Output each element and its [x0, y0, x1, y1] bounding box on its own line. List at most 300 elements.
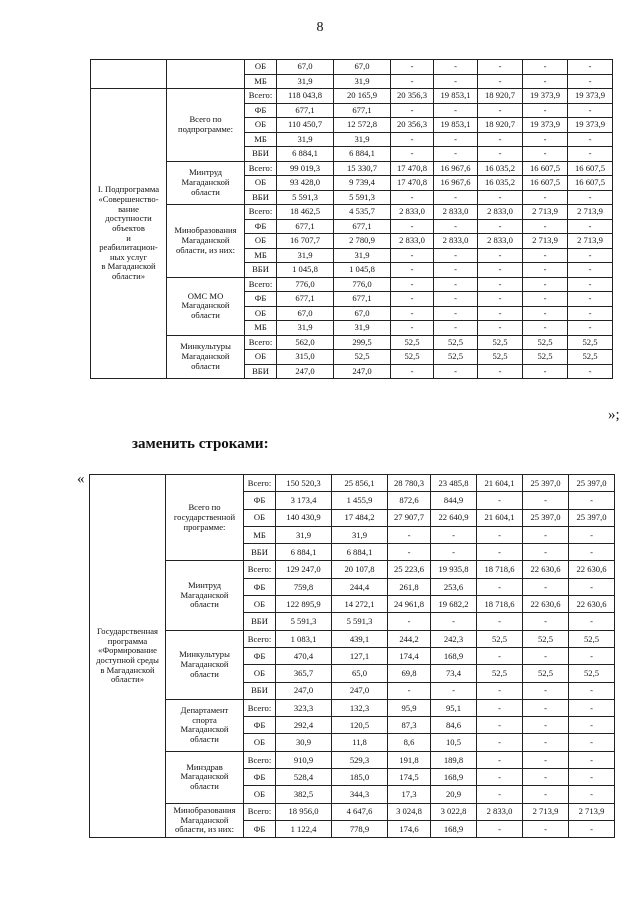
value-cell: 52,5 [523, 630, 569, 647]
value-cell: - [434, 277, 478, 292]
value-cell: 242,3 [431, 630, 477, 647]
value-cell: 16 607,5 [568, 161, 613, 176]
value-cell: 20 356,3 [391, 118, 434, 133]
value-cell: 16 607,5 [523, 176, 568, 191]
value-cell: 168,9 [431, 647, 477, 664]
source-cell: МБ [245, 248, 277, 263]
value-cell: - [523, 786, 569, 803]
executor-label-cell [167, 205, 245, 278]
value-cell: 382,5 [276, 786, 332, 803]
value-cell: - [569, 526, 615, 543]
source-cell: МБ [245, 74, 277, 89]
executor-label-cell-text: Всего по подпрограмме: [178, 114, 233, 134]
executor-label-cell-text: Минобразования Магаданской области, из них: [173, 805, 236, 835]
value-cell: 93 428,0 [277, 176, 334, 191]
executor-label-cell [166, 699, 244, 751]
value-cell: - [523, 321, 568, 336]
source-cell: Всего: [244, 475, 276, 492]
value-cell: 19 373,9 [523, 118, 568, 133]
value-cell: - [523, 248, 568, 263]
value-cell: 19 853,1 [434, 89, 478, 104]
executor-label-cell-text: Минобразования Магаданской области, из них: [174, 225, 237, 255]
value-cell: 189,8 [431, 751, 477, 768]
source-cell: Всего: [245, 205, 277, 220]
value-cell: - [569, 769, 615, 786]
value-cell: 150 520,3 [276, 475, 332, 492]
value-cell: - [569, 544, 615, 561]
value-cell: 5 591,3 [332, 613, 388, 630]
source-cell: ОБ [244, 509, 276, 526]
value-cell: 844,9 [431, 492, 477, 509]
value-cell: - [434, 147, 478, 162]
value-cell: 20 356,3 [391, 89, 434, 104]
source-cell: ОБ [244, 665, 276, 682]
source-cell: Всего: [245, 161, 277, 176]
value-cell: - [523, 734, 569, 751]
value-cell: - [523, 699, 569, 716]
table-row [91, 60, 613, 75]
table-row [91, 277, 613, 292]
value-cell: 1 455,9 [332, 492, 388, 509]
value-cell: - [523, 492, 569, 509]
value-cell: 52,5 [478, 350, 523, 365]
value-cell: 8,6 [388, 734, 431, 751]
value-cell: - [568, 74, 613, 89]
value-cell: 19 373,9 [568, 118, 613, 133]
value-cell: - [434, 219, 478, 234]
value-cell: 67,0 [334, 60, 391, 75]
value-cell: 16 967,6 [434, 176, 478, 191]
value-cell: 31,9 [277, 74, 334, 89]
value-cell: - [523, 820, 569, 837]
executor-label-cell [166, 475, 244, 561]
value-cell: 677,1 [277, 219, 334, 234]
source-cell: Всего: [244, 699, 276, 716]
value-cell: 120,5 [332, 717, 388, 734]
executor-label-cell [166, 803, 244, 838]
value-cell: - [523, 263, 568, 278]
source-cell: ОБ [244, 596, 276, 613]
program-label-cell-text: I. Подпрограмма «Совершенство- вание доступности объектов и реабилитацион- ных услуг в Магаданской области» [97, 184, 160, 281]
value-cell: - [477, 682, 523, 699]
value-cell: - [568, 248, 613, 263]
table-row [91, 335, 613, 350]
value-cell: 174,4 [388, 647, 431, 664]
value-cell: 6 884,1 [332, 544, 388, 561]
value-cell: 52,5 [391, 350, 434, 365]
value-cell: 31,9 [276, 526, 332, 543]
executor-label-cell-text: Всего по государственной программе: [173, 502, 236, 532]
value-cell: - [569, 578, 615, 595]
value-cell: 52,5 [477, 665, 523, 682]
value-cell: - [568, 277, 613, 292]
value-cell: - [434, 321, 478, 336]
value-cell: 69,8 [388, 665, 431, 682]
value-cell: 247,0 [334, 364, 391, 379]
value-cell: - [569, 786, 615, 803]
value-cell: 776,0 [334, 277, 391, 292]
value-cell: - [477, 647, 523, 664]
value-cell: 174,5 [388, 769, 431, 786]
value-cell: 21 604,1 [477, 475, 523, 492]
value-cell: 2 833,0 [391, 205, 434, 220]
value-cell: 16 967,6 [434, 161, 478, 176]
value-cell: 52,5 [477, 630, 523, 647]
value-cell: 344,3 [332, 786, 388, 803]
value-cell: - [568, 321, 613, 336]
value-cell: - [391, 147, 434, 162]
value-cell: 25 856,1 [332, 475, 388, 492]
value-cell: 3 173,4 [276, 492, 332, 509]
value-cell: 2 833,0 [478, 234, 523, 249]
value-cell: 14 272,1 [332, 596, 388, 613]
value-cell: 2 713,9 [523, 205, 568, 220]
closing-quote-mark: »; [608, 407, 620, 423]
value-cell: - [568, 364, 613, 379]
value-cell: 191,8 [388, 751, 431, 768]
value-cell: - [478, 74, 523, 89]
value-cell: - [569, 647, 615, 664]
value-cell: 19 853,1 [434, 118, 478, 133]
value-cell: - [569, 717, 615, 734]
executor-label-cell [166, 751, 244, 803]
value-cell: 31,9 [334, 248, 391, 263]
value-cell: - [523, 103, 568, 118]
value-cell: 677,1 [334, 292, 391, 307]
value-cell: 31,9 [334, 74, 391, 89]
source-cell: ФБ [244, 717, 276, 734]
value-cell: 2 713,9 [523, 803, 569, 820]
value-cell: 1 122,4 [276, 820, 332, 837]
value-cell: 27 907,7 [388, 509, 431, 526]
value-cell: 25 397,0 [569, 509, 615, 526]
value-cell: 31,9 [277, 248, 334, 263]
value-cell: 25 223,6 [388, 561, 431, 578]
value-cell: 95,1 [431, 699, 477, 716]
table-row [90, 699, 615, 716]
value-cell: 52,5 [568, 335, 613, 350]
value-cell: 31,9 [334, 321, 391, 336]
value-cell: - [391, 277, 434, 292]
value-cell: 132,3 [332, 699, 388, 716]
source-cell: ВБИ [245, 263, 277, 278]
source-cell: Всего: [244, 561, 276, 578]
value-cell: 253,6 [431, 578, 477, 595]
value-cell: 6 884,1 [276, 544, 332, 561]
value-cell: - [478, 132, 523, 147]
value-cell: 18 956,0 [276, 803, 332, 820]
table-row [90, 751, 615, 768]
value-cell: - [568, 60, 613, 75]
value-cell: - [477, 699, 523, 716]
value-cell: 759,8 [276, 578, 332, 595]
value-cell: - [523, 306, 568, 321]
source-cell: МБ [245, 132, 277, 147]
value-cell: 185,0 [332, 769, 388, 786]
value-cell: 18 718,6 [477, 596, 523, 613]
value-cell: - [477, 769, 523, 786]
value-cell: - [434, 60, 478, 75]
value-cell: - [434, 103, 478, 118]
value-cell: 872,6 [388, 492, 431, 509]
value-cell: - [391, 103, 434, 118]
value-cell: 439,1 [332, 630, 388, 647]
source-cell: ОБ [244, 786, 276, 803]
value-cell: 52,5 [523, 665, 569, 682]
value-cell: 22 630,6 [523, 596, 569, 613]
source-cell: ОБ [245, 234, 277, 249]
value-cell: - [523, 526, 569, 543]
page-number: 8 [316, 20, 324, 35]
value-cell: 18 920,7 [478, 89, 523, 104]
value-cell: - [391, 190, 434, 205]
value-cell: 127,1 [332, 647, 388, 664]
value-cell: - [478, 248, 523, 263]
source-cell: Всего: [245, 277, 277, 292]
value-cell: - [478, 263, 523, 278]
source-cell: ОБ [245, 176, 277, 191]
value-cell: 20 107,8 [332, 561, 388, 578]
source-cell: ОБ [244, 734, 276, 751]
value-cell: - [523, 613, 569, 630]
value-cell: - [568, 147, 613, 162]
value-cell: - [391, 292, 434, 307]
value-cell: 5 591,3 [277, 190, 334, 205]
value-cell: 16 035,2 [478, 161, 523, 176]
value-cell: - [477, 820, 523, 837]
value-cell: - [477, 751, 523, 768]
empty-cell [167, 60, 245, 89]
value-cell: - [523, 219, 568, 234]
value-cell: 562,0 [277, 335, 334, 350]
value-cell: 19 373,9 [523, 89, 568, 104]
value-cell: - [388, 682, 431, 699]
value-cell: 1 045,8 [277, 263, 334, 278]
value-cell: 261,8 [388, 578, 431, 595]
value-cell: 18 718,6 [477, 561, 523, 578]
replacement-rows-table [89, 474, 615, 838]
value-cell: - [569, 699, 615, 716]
program-label-cell [90, 475, 166, 838]
value-cell: - [391, 248, 434, 263]
source-cell: ОБ [245, 60, 277, 75]
value-cell: 87,3 [388, 717, 431, 734]
value-cell: 778,9 [332, 820, 388, 837]
value-cell: 299,5 [334, 335, 391, 350]
value-cell: 52,5 [568, 350, 613, 365]
value-cell: 95,9 [388, 699, 431, 716]
value-cell: 18 462,5 [277, 205, 334, 220]
value-cell: - [434, 263, 478, 278]
executor-label-cell [166, 561, 244, 630]
value-cell: - [569, 734, 615, 751]
value-cell: - [523, 132, 568, 147]
value-cell: 677,1 [277, 103, 334, 118]
value-cell: 65,0 [332, 665, 388, 682]
value-cell: 776,0 [277, 277, 334, 292]
value-cell: - [391, 74, 434, 89]
value-cell: - [434, 190, 478, 205]
source-cell: Всего: [245, 335, 277, 350]
value-cell: 247,0 [277, 364, 334, 379]
source-cell: ОБ [245, 118, 277, 133]
value-cell: - [477, 544, 523, 561]
value-cell: 247,0 [332, 682, 388, 699]
value-cell: 2 833,0 [478, 205, 523, 220]
value-cell: - [478, 103, 523, 118]
value-cell: 52,5 [434, 335, 478, 350]
value-cell: 52,5 [391, 335, 434, 350]
value-cell: - [434, 306, 478, 321]
value-cell: - [391, 219, 434, 234]
table-row [91, 89, 613, 104]
value-cell: - [477, 526, 523, 543]
source-cell: ОБ [245, 350, 277, 365]
value-cell: - [434, 364, 478, 379]
value-cell: - [388, 613, 431, 630]
value-cell: - [523, 292, 568, 307]
value-cell: - [434, 292, 478, 307]
value-cell: 5 591,3 [334, 190, 391, 205]
value-cell: - [523, 544, 569, 561]
value-cell: - [478, 306, 523, 321]
value-cell: 18 920,7 [478, 118, 523, 133]
value-cell: - [569, 820, 615, 837]
source-cell: ОБ [245, 306, 277, 321]
value-cell: 247,0 [276, 682, 332, 699]
value-cell: - [477, 578, 523, 595]
value-cell: 15 330,7 [334, 161, 391, 176]
value-cell: 25 397,0 [523, 475, 569, 492]
value-cell: 365,7 [276, 665, 332, 682]
value-cell: 52,5 [478, 335, 523, 350]
value-cell: - [391, 263, 434, 278]
table-row [90, 475, 615, 492]
value-cell: - [431, 526, 477, 543]
value-cell: 25 397,0 [523, 509, 569, 526]
value-cell: - [568, 219, 613, 234]
value-cell: 1 045,8 [334, 263, 391, 278]
value-cell: 10,5 [431, 734, 477, 751]
value-cell: - [568, 132, 613, 147]
value-cell: 174,6 [388, 820, 431, 837]
value-cell: 25 397,0 [569, 475, 615, 492]
source-cell: МБ [244, 526, 276, 543]
source-cell: ВБИ [244, 613, 276, 630]
value-cell: 1 083,1 [276, 630, 332, 647]
value-cell: 16 607,5 [523, 161, 568, 176]
value-cell: 52,5 [569, 630, 615, 647]
value-cell: 910,9 [276, 751, 332, 768]
value-cell: - [478, 321, 523, 336]
executor-label-cell [167, 89, 245, 162]
value-cell: 2 833,0 [477, 803, 523, 820]
value-cell: 21 604,1 [477, 509, 523, 526]
source-cell: ФБ [244, 820, 276, 837]
value-cell: 67,0 [334, 306, 391, 321]
value-cell: 19 373,9 [568, 89, 613, 104]
executor-label-cell-text: Департамент спорта Магаданской области [180, 705, 229, 744]
value-cell: - [523, 717, 569, 734]
value-cell: 24 961,8 [388, 596, 431, 613]
value-cell: 73,4 [431, 665, 477, 682]
value-cell: - [568, 190, 613, 205]
source-cell: ВБИ [245, 364, 277, 379]
value-cell: 16 035,2 [478, 176, 523, 191]
value-cell: - [478, 219, 523, 234]
value-cell: 677,1 [334, 103, 391, 118]
value-cell: - [478, 190, 523, 205]
source-cell: ВБИ [245, 147, 277, 162]
value-cell: 244,2 [388, 630, 431, 647]
source-cell: Всего: [244, 630, 276, 647]
source-cell: ФБ [244, 492, 276, 509]
source-cell: ФБ [244, 647, 276, 664]
source-cell: ВБИ [245, 190, 277, 205]
value-cell: 22 630,6 [569, 561, 615, 578]
value-cell: 99 019,3 [277, 161, 334, 176]
value-cell: 17,3 [388, 786, 431, 803]
value-cell: 52,5 [569, 665, 615, 682]
value-cell: - [569, 751, 615, 768]
value-cell: 292,4 [276, 717, 332, 734]
replace-heading: заменить строками: [132, 436, 269, 452]
source-cell: Всего: [244, 751, 276, 768]
value-cell: - [434, 248, 478, 263]
source-cell: ФБ [245, 103, 277, 118]
value-cell: - [523, 647, 569, 664]
value-cell: - [523, 769, 569, 786]
value-cell: - [569, 492, 615, 509]
value-cell: 6 884,1 [334, 147, 391, 162]
value-cell: 52,5 [334, 350, 391, 365]
executor-label-cell [166, 630, 244, 699]
source-cell: ФБ [244, 769, 276, 786]
value-cell: 9 739,4 [334, 176, 391, 191]
table-row [90, 630, 615, 647]
value-cell: 110 450,7 [277, 118, 334, 133]
value-cell: 22 640,9 [431, 509, 477, 526]
value-cell: - [431, 544, 477, 561]
value-cell: 30,9 [276, 734, 332, 751]
value-cell: - [478, 60, 523, 75]
executor-label-cell-text: Минздрав Магаданской области [180, 761, 229, 791]
executor-label-cell-text: Минтруд Магаданской области [180, 580, 229, 610]
value-cell: 67,0 [277, 60, 334, 75]
value-cell: 677,1 [334, 219, 391, 234]
value-cell: 6 884,1 [277, 147, 334, 162]
value-cell: 31,9 [277, 321, 334, 336]
table-row [91, 205, 613, 220]
value-cell: 5 591,3 [276, 613, 332, 630]
value-cell: - [431, 613, 477, 630]
value-cell: 470,4 [276, 647, 332, 664]
value-cell: 118 043,8 [277, 89, 334, 104]
value-cell: - [523, 751, 569, 768]
value-cell: 168,9 [431, 769, 477, 786]
value-cell: - [478, 364, 523, 379]
value-cell: - [477, 492, 523, 509]
value-cell: 17 470,8 [391, 161, 434, 176]
source-cell: ФБ [245, 219, 277, 234]
value-cell: - [478, 292, 523, 307]
value-cell: - [477, 734, 523, 751]
value-cell: - [478, 277, 523, 292]
value-cell: - [477, 786, 523, 803]
value-cell: 168,9 [431, 820, 477, 837]
value-cell: 52,5 [523, 350, 568, 365]
value-cell: 19 682,2 [431, 596, 477, 613]
